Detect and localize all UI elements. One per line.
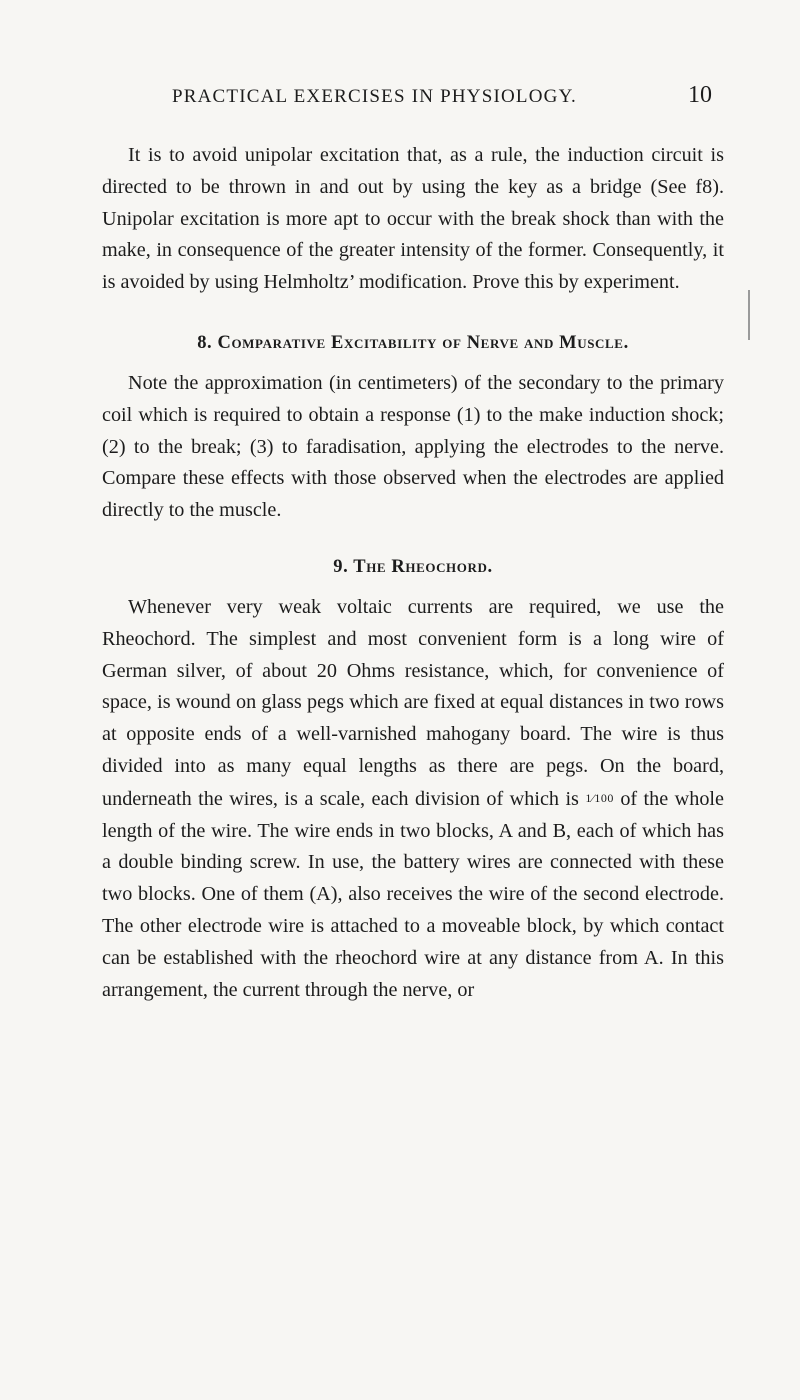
paragraph-rheochord	[102, 592, 724, 1006]
rheochord-text-b: of the whole length of the wire. The wire ends in two blocks, A and B, each of which has a double binding screw. In use, the battery wires are connected with these two blocks. One of them (A), also receives the wire of the second electrode. The other electrode wire is attached to a moveable block, by which contact can be established with the rheochord wire at any distance from A. In this arrangement, the current through the nerve, or	[102, 787, 724, 1001]
rheochord-text-a: Whenever very weak voltaic currents are required, we use the Rheochord. The simplest and most convenient form is a long wire of German silver, of about 20 Ohms resistance, which, for convenience of space, is wound on glass pegs which are fixed at equal distances in two rows at opposite ends of a well-varnished mahogany board. The wire is thus divided into as many equal lengths as there are pegs. On the board, underneath the wires, is a scale, each division of which is	[102, 595, 724, 810]
section-heading-9: 9. The Rheochord.	[333, 556, 493, 577]
paragraph-unipolar: It is to avoid unipolar excitation that, as a rule, the induction circuit is directed to be thrown in and out by using the key as a bridge (See f8). Unipolar excitation is more apt to occur with the break shock than with the make, in consequence of the greater intensity of the former. Consequently, it is avoided by using Helmholtz’ modification. Prove this by experiment.	[102, 144, 724, 294]
running-head: PRACTICAL EXERCISES IN PHYSIOLOGY.	[172, 86, 578, 107]
fraction: 1⁄100	[585, 790, 614, 805]
section-heading-8: 8. Comparative Excitability of Nerve and Muscle.	[197, 332, 629, 353]
paragraph-excitability: Note the approximation (in centimeters) of the secondary to the primary coil which is required to obtain a response (1) to the make induction shock; (2) to the break; (3) to faradisation, applying the electrodes to the nerve. Compare these effects with those observed when the electrodes are applied directly to the muscle.	[102, 371, 724, 522]
margin-mark	[748, 290, 750, 340]
page-number: 10	[688, 82, 712, 108]
page-header	[0, 82, 800, 120]
body-text	[102, 140, 724, 1006]
